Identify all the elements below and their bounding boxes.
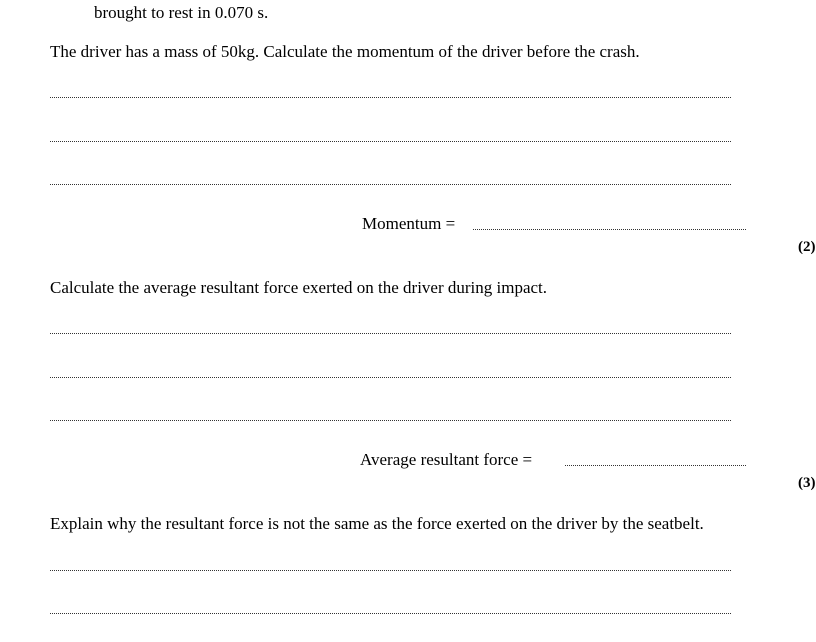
answer-line[interactable] xyxy=(50,333,731,334)
intro-continuation-text: brought to rest in 0.070 s. xyxy=(94,3,269,22)
question-force-prompt: Calculate the average resultant force exerted on the driver during impact. xyxy=(50,278,548,297)
answer-line[interactable] xyxy=(50,613,731,614)
answer-line[interactable] xyxy=(50,184,731,185)
momentum-answer-label: Momentum = xyxy=(362,214,456,233)
answer-line[interactable] xyxy=(50,141,731,142)
marks-badge: (2) xyxy=(798,239,816,255)
answer-line[interactable] xyxy=(50,420,731,421)
question-explain-prompt: Explain why the resultant force is not the same as the force exerted on the driver by the seatbelt. xyxy=(50,514,704,533)
marks-badge: (3) xyxy=(798,475,816,491)
momentum-answer-field[interactable] xyxy=(473,229,746,230)
answer-line[interactable] xyxy=(50,377,731,378)
answer-line[interactable] xyxy=(50,570,731,571)
answer-line[interactable] xyxy=(50,97,731,98)
force-answer-field[interactable] xyxy=(565,465,746,466)
force-answer-label: Average resultant force = xyxy=(360,450,533,469)
question-momentum-prompt: The driver has a mass of 50kg. Calculate the momentum of the driver before the crash. xyxy=(50,42,640,61)
